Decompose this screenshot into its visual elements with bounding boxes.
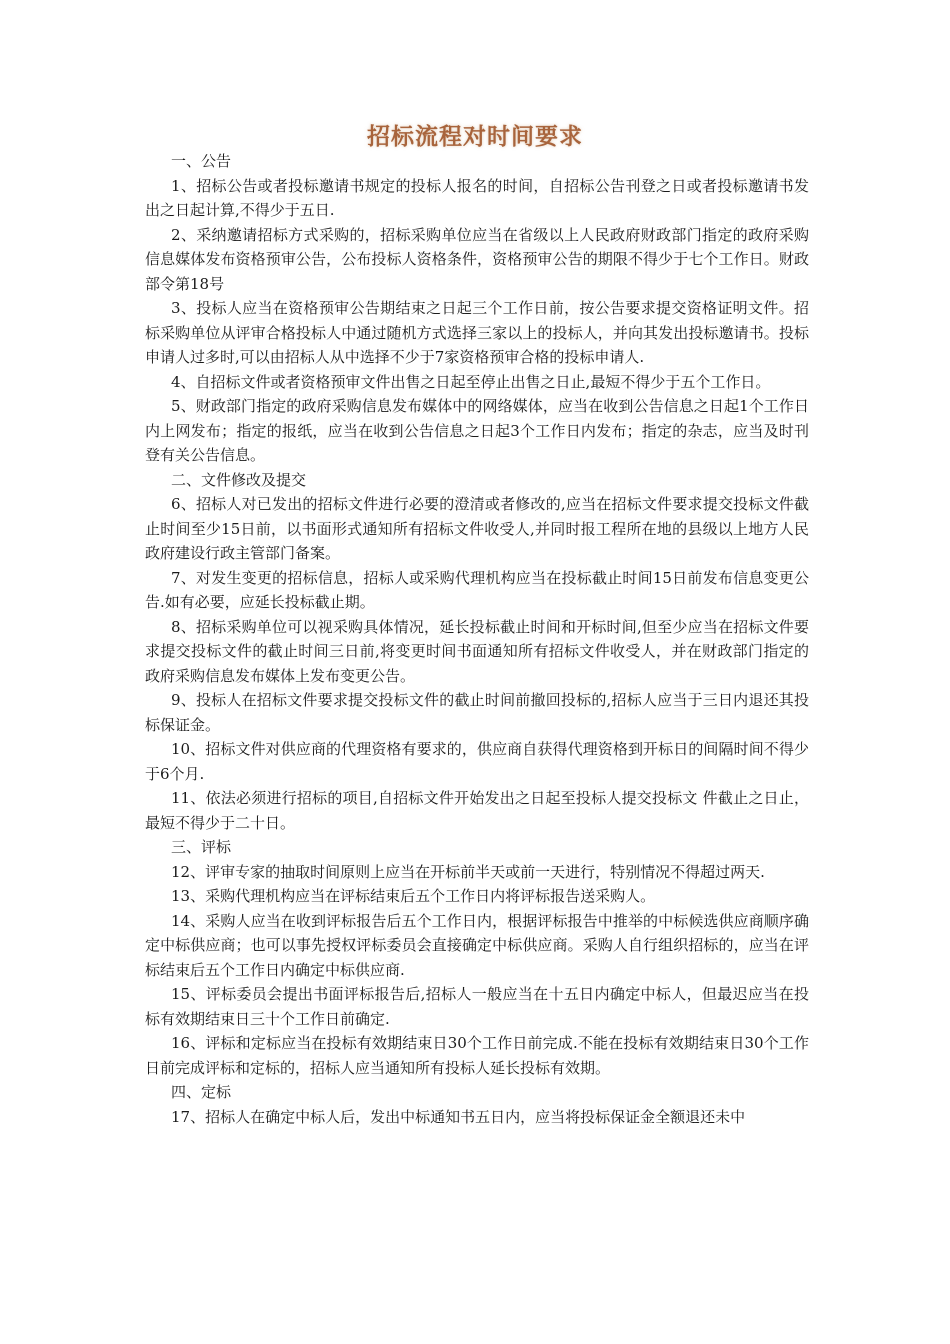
paragraph-9: 9、投标人在招标文件要求提交投标文件的截止时间前撤回投标的,招标人应当于三日内退还其投标保证金。: [145, 691, 809, 734]
paragraph-14: 14、采购人应当在收到评标报告后五个工作日内，根据评标报告中推举的中标候选供应商顺序确定中标供应商；也可以事先授权评标委员会直接确定中标供应商。采购人自行组织招标的，应当在评标结束后五个工作日内确定中标供应商.: [145, 911, 809, 979]
section-heading-award: 四、定标: [171, 1083, 232, 1101]
paragraph-4: 4、自招标文件或者资格预审文件出售之日起至停止出售之日止,最短不得少于五个工作日。: [171, 372, 771, 391]
paragraph-17: 17、招标人在确定中标人后，发出中标通知书五日内，应当将投标保证金全额退还未中: [171, 1107, 746, 1126]
section-heading-notice: 一、公告: [171, 152, 232, 170]
paragraph-5: 5、财政部门指定的政府采购信息发布媒体中的网络媒体，应当在收到公告信息之日起1个工作日内上网发布；指定的报纸，应当在收到公告信息之日起3个工作日内发布；指定的杂志，应当及时刊登有关公告信息。: [145, 397, 809, 464]
document-body: [145, 149, 809, 1129]
paragraph-11: 11、依法必须进行招标的项目,自招标文件开始发出之日起至投标人提交投标文 件截止之日止，最短不得少于二十日。: [145, 789, 809, 832]
paragraph-2: 2、采纳邀请招标方式采购的，招标采购单位应当在省级以上人民政府财政部门指定的政府采购信息媒体发布资格预审公告，公布投标人资格条件，资格预审公告的期限不得少于七个工作日。财政部令第18号: [145, 225, 809, 293]
paragraph-1: 1、招标公告或者投标邀请书规定的投标人报名的时间，自招标公告刊登之日或者投标邀请书发出之日起计算,不得少于五日.: [145, 176, 809, 219]
paragraph-7: 7、对发生变更的招标信息，招标人或采购代理机构应当在投标截止时间15日前发布信息变更公告.如有必要，应延长投标截止期。: [145, 568, 809, 611]
section-heading-evaluation: 三、评标: [171, 838, 232, 856]
paragraph-15: 15、评标委员会提出书面评标报告后,招标人一般应当在十五日内确定中标人，但最迟应当在投标有效期结束日三十个工作日前确定.: [145, 985, 809, 1028]
paragraph-12: 12、评审专家的抽取时间原则上应当在开标前半天或前一天进行，特别情况不得超过两天.: [171, 862, 765, 881]
paragraph-10: 10、招标文件对供应商的代理资格有要求的，供应商自获得代理资格到开标日的间隔时间不得少于6个月.: [145, 740, 809, 783]
paragraph-3: 3、投标人应当在资格预审公告期结束之日起三个工作日前，按公告要求提交资格证明文件。招标采购单位从评审合格投标人中通过随机方式选择三家以上的投标人，并向其发出投标邀请书。投标申请人过多时,可以由招标人从中选择不少于7家资格预审合格的投标申请人.: [145, 299, 809, 366]
document-title: 招标流程对时间要求: [367, 123, 583, 150]
paragraph-6: 6、招标人对已发出的招标文件进行必要的澄清或者修改的,应当在招标文件要求提交投标文件截止时间至少15日前，以书面形式通知所有招标文件收受人,并同时报工程所在地的县级以上地方人民政府建设行政主管部门备案。: [145, 495, 809, 562]
section-heading-file-revision: 二、文件修改及提交: [171, 470, 307, 489]
paragraph-13: 13、采购代理机构应当在评标结束后五个工作日内将评标报告送采购人。: [171, 887, 656, 905]
paragraph-16: 16、评标和定标应当在投标有效期结束日30个工作日前完成.不能在投标有效期结束日30个工作日前完成评标和定标的，招标人应当通知所有投标人延长投标有效期。: [145, 1034, 809, 1077]
paragraph-8: 8、招标采购单位可以视采购具体情况，延长投标截止时间和开标时间,但至少应当在招标文件要求提交投标文件的截止时间三日前,将变更时间书面通知所有招标文件收受人，并在财政部门指定的政府采购信息发布媒体上发布变更公告。: [145, 617, 809, 685]
